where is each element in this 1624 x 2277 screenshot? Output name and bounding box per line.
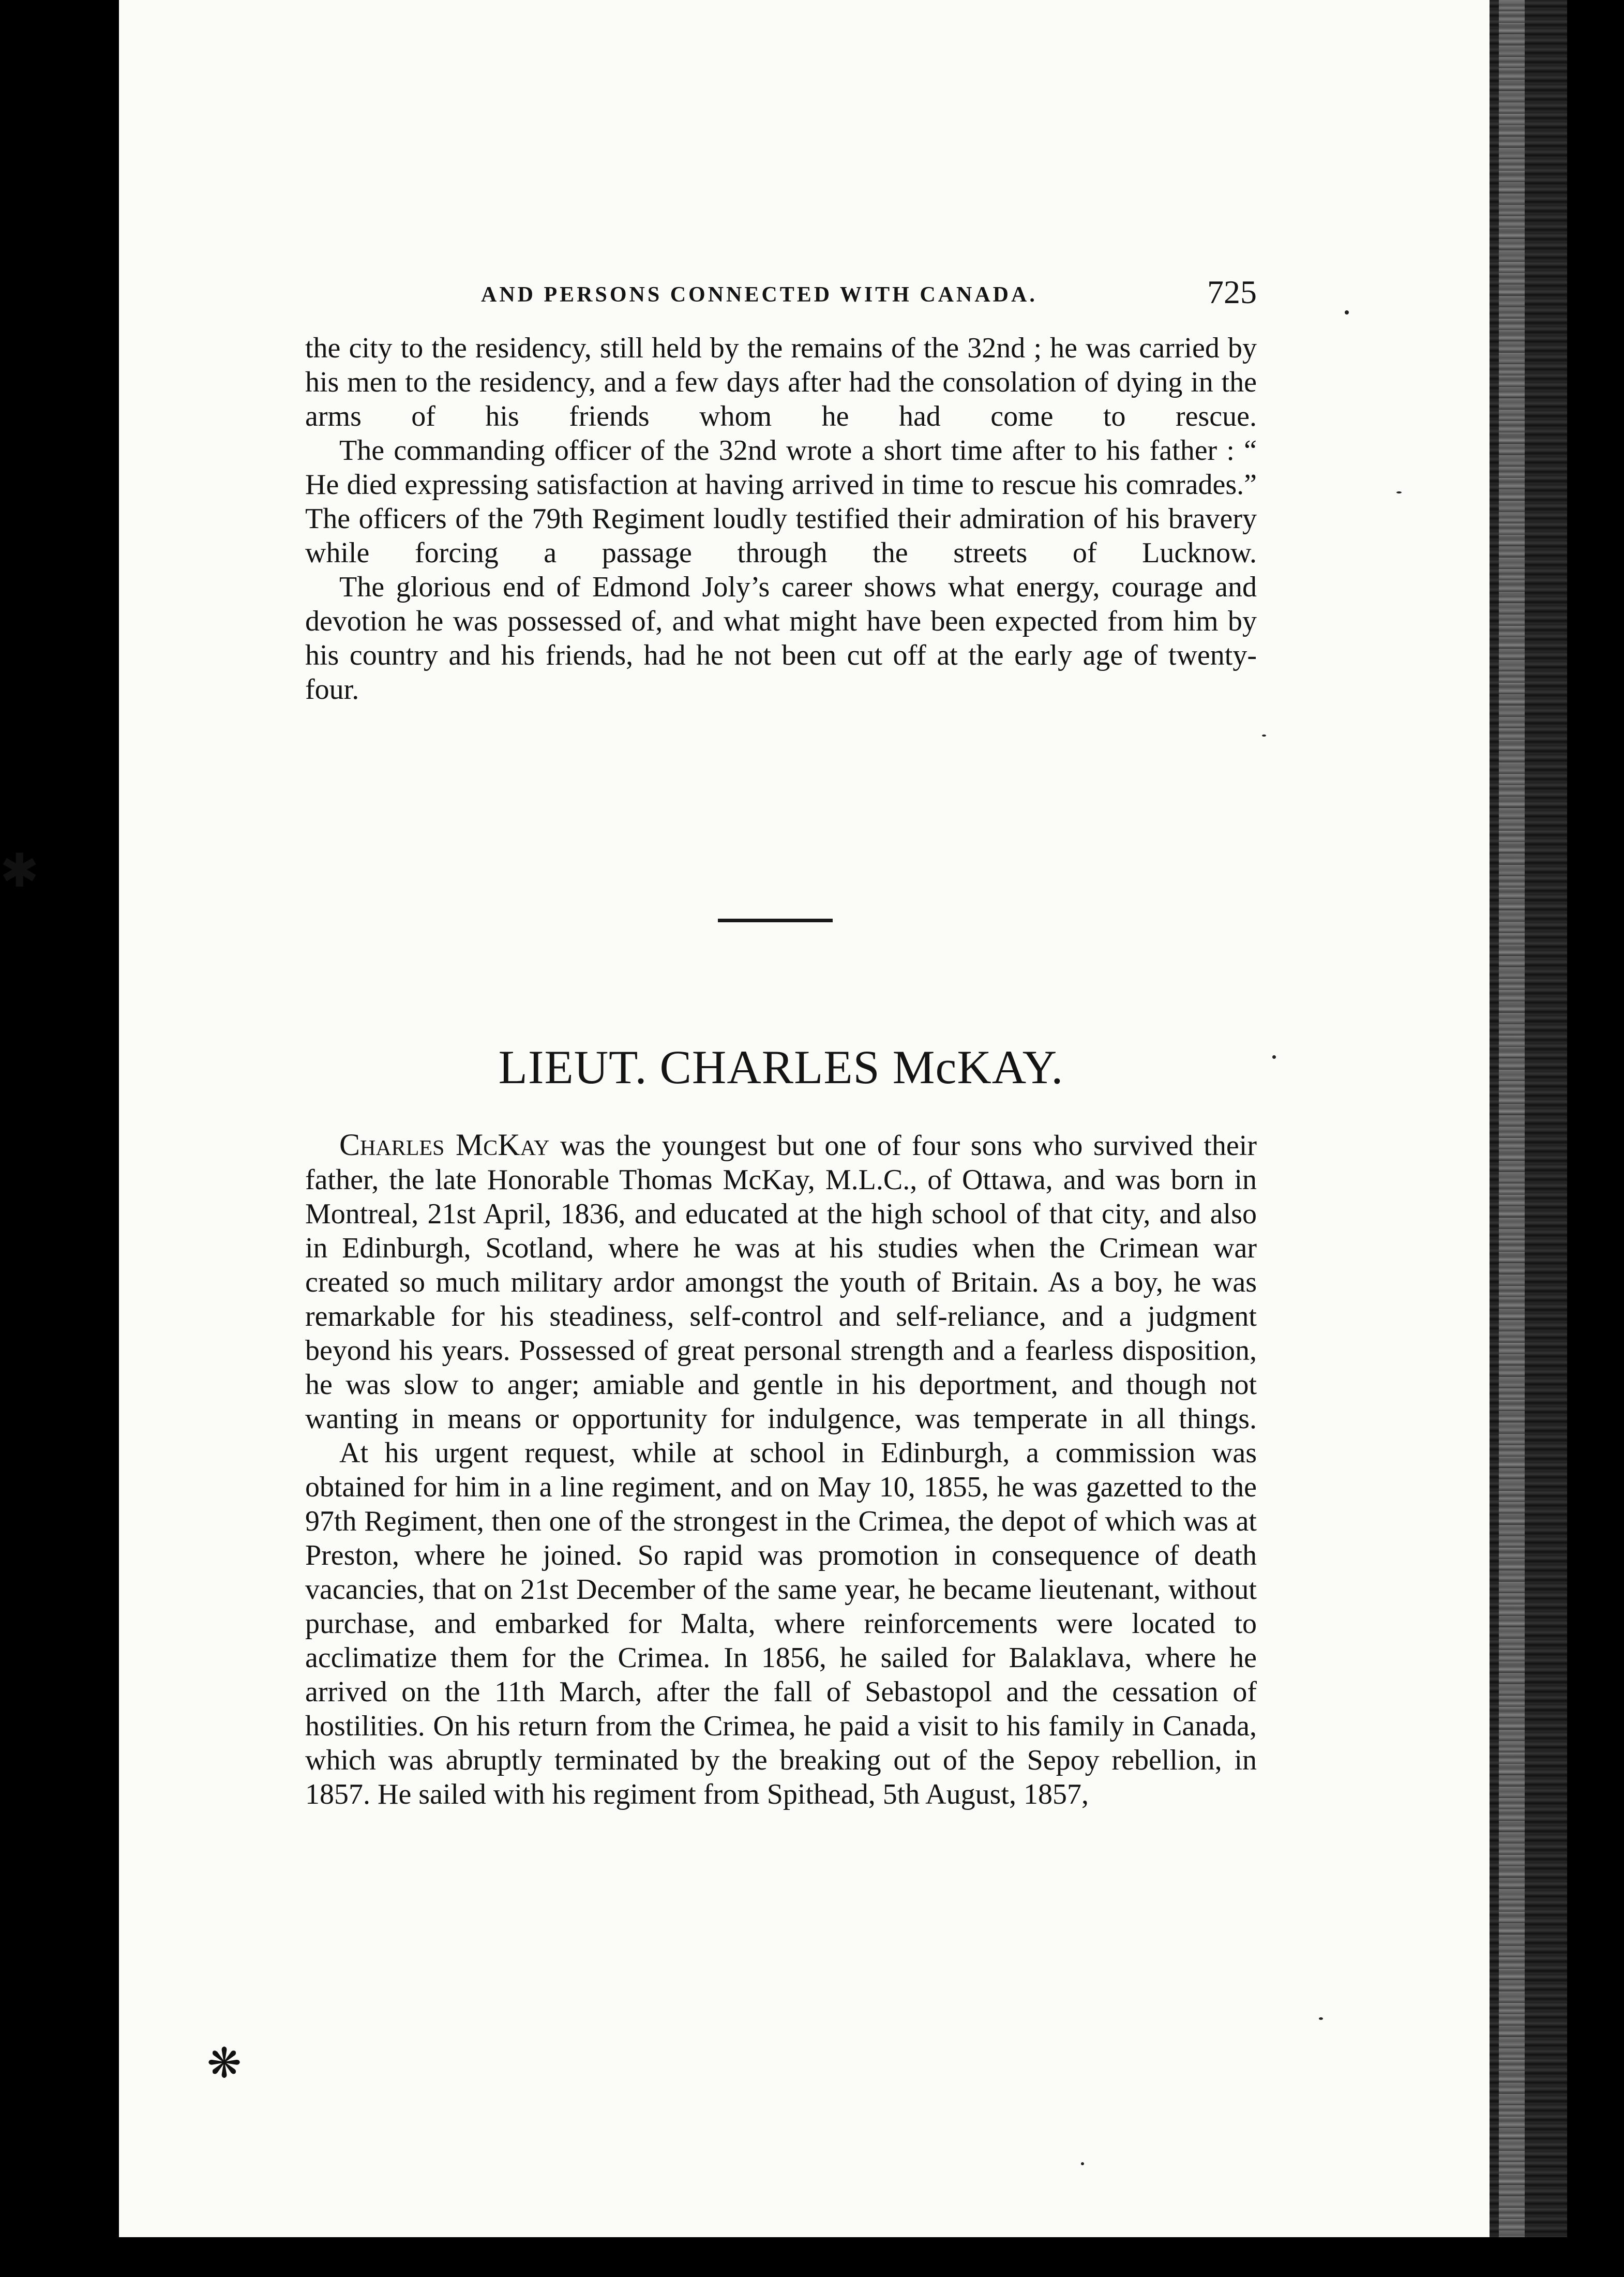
lead-in-name: Charles McKay — [339, 1128, 550, 1162]
page-header — [305, 264, 1257, 316]
dust-speck — [1345, 310, 1349, 314]
paragraph: the city to the residency, still held by the remains of the 32nd ; he was carried by his men to the residency, and a few days after had the consolation of dying in the arms of his friends whom he had come to rescue. — [305, 332, 1257, 432]
paragraph-body: was the youngest but one of four sons who survived their father, the late Honorable Thomas McKay, M.L.C., of Ottawa, and was born in Montreal, 21st April, 1836, and educated at the high school of that city, and also in Edinburgh, Scotland, where he was at his studies when the Crimean war created so much military ardor amongst the youth of Britain. As a boy, he was remarkable for his steadiness, self-control and self-reliance, and a judgment beyond his years. Possessed of great personal strength and a fearless disposition, he was slow to anger; amiable and gentle in his deportment, and though not wanting in means or opportunity for indulgence, was temperate in all things. — [305, 1130, 1257, 1435]
dust-speck — [1081, 2162, 1084, 2165]
dust-speck — [1319, 2017, 1323, 2020]
ink-blot-icon: ❋ — [207, 2041, 242, 2087]
section-divider — [718, 919, 833, 922]
paragraph: The glorious end of Edmond Joly’s career shows what energy, courage and devotion he was possessed of, and what might have been expected from him by his country and his friends, had he not been cut off at the early age of twenty-four. — [305, 571, 1257, 706]
previous-entry-text — [305, 331, 1257, 707]
dust-speck — [1262, 735, 1266, 737]
running-head: AND PERSONS CONNECTED WITH CANADA. — [481, 283, 1037, 307]
paragraph — [305, 1128, 1257, 1436]
paragraph: At his urgent request, while at school in Edinburgh, a commission was obtained for him in a line regiment, and on May 10, 1855, he was gazetted to the 97th Regiment, then one of the strongest in the Crimea, the depot of which was at Preston, where he joined. So rapid was promotion in consequence of death vacancies, that on 21st December of the same year, he became lieutenant, without purchase, and embarked for Malta, where reinforcements were located to acclimatize them for the Crimea. In 1856, he sailed for Balaklava, where he arrived on the 11th March, after the fall of Sebastopol and the cessation of hostilities. On his return from the Crimea, he paid a visit to his family in Canada, which was abruptly terminated by the breaking out of the Sepoy rebellion, in 1857. He sailed with his regiment from Spithead, 5th August, 1857, — [305, 1437, 1257, 1810]
section-title: LIEUT. CHARLES McKAY. — [498, 1041, 1064, 1093]
paragraph: The commanding officer of the 32nd wrote a short time after to his father : “ He died expressing satisfaction at having arrived in time to rescue his comrades.” The officers of the 79th Regiment loudly testified their admiration of his bravery while forcing a passage through the streets of Lucknow. — [305, 435, 1257, 569]
binding-edge — [1490, 0, 1567, 2237]
dust-speck — [1396, 491, 1402, 493]
ink-blot-icon: ✱ — [0, 846, 39, 897]
section-text — [305, 1128, 1257, 1811]
page-number: 725 — [1207, 274, 1257, 310]
dust-speck — [1272, 1055, 1276, 1059]
